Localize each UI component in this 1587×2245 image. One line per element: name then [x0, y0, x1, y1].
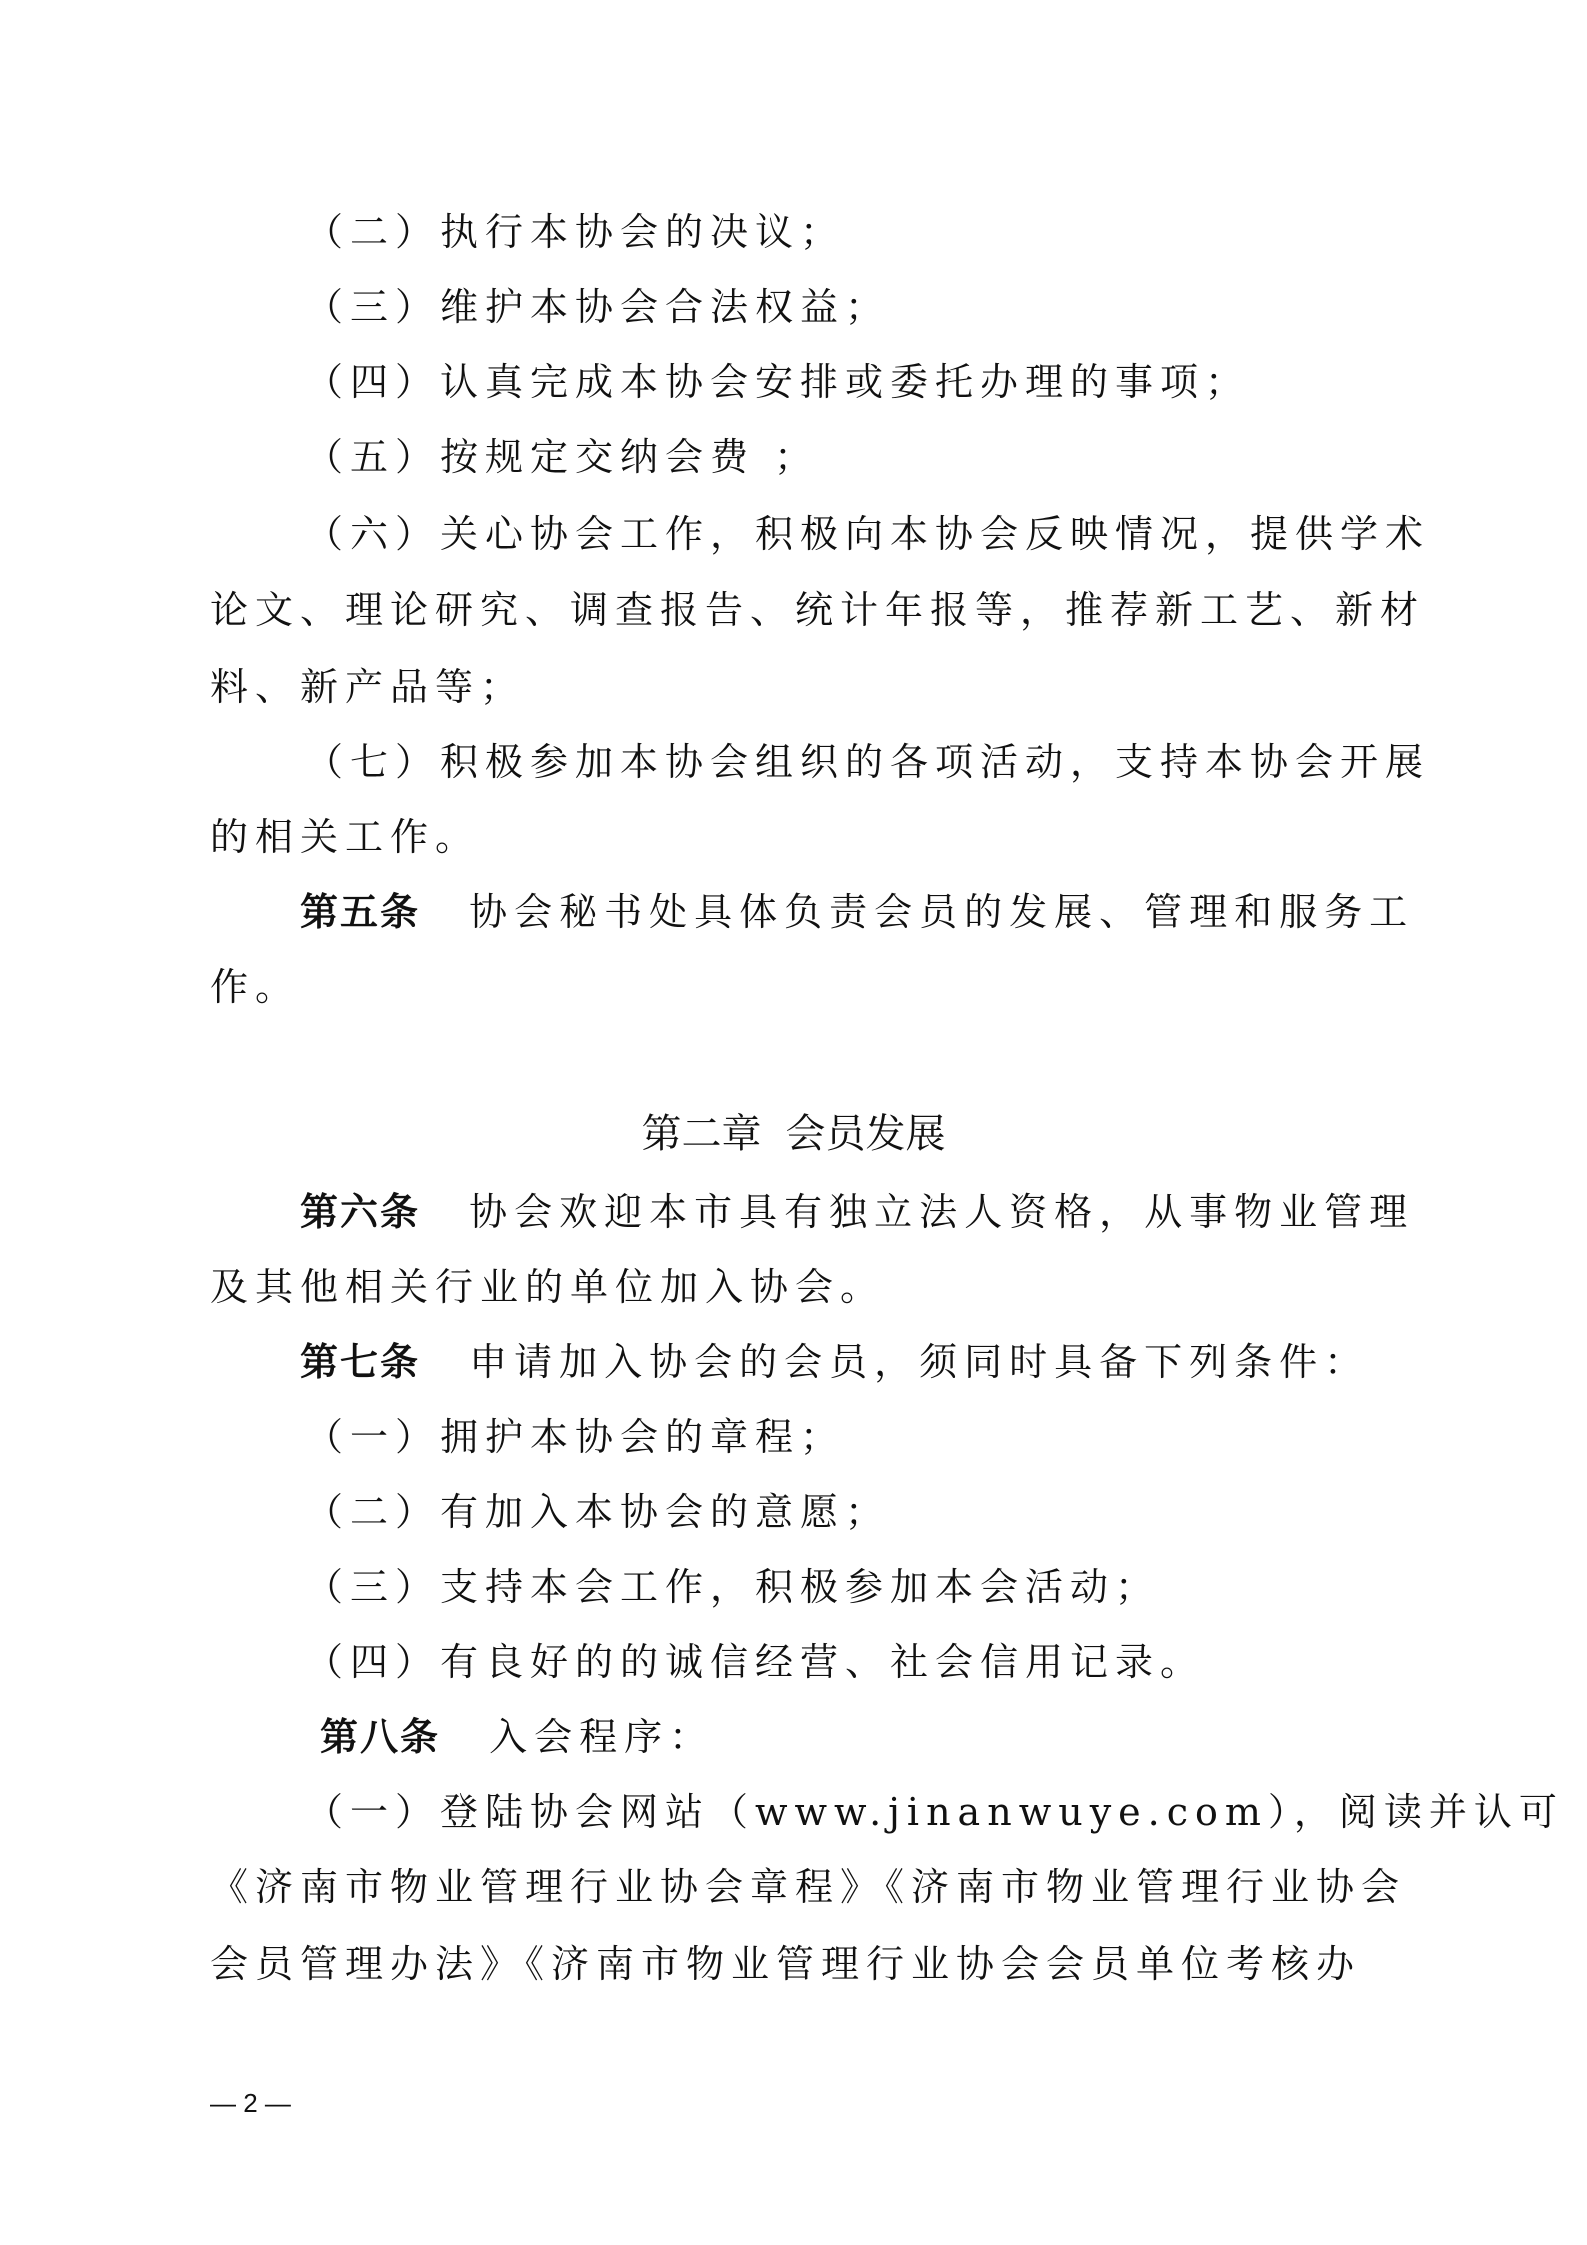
- article-label: 第七条: [300, 1340, 421, 1384]
- procedure-line: 《济南市物业管理行业协会章程》《济南市物业管理行业协会: [210, 1865, 1407, 1909]
- paragraph-line: （三）维护本协会合法权益；: [305, 285, 891, 329]
- procedure-line: （一）登陆协会网站（www.jinanwuye.com），阅读并认可: [305, 1790, 1564, 1834]
- paragraph-line: （四）认真完成本协会安排或委托办理的事项；: [305, 360, 1251, 404]
- article-text: 协会秘书处具体负责会员的发展、管理和服务工: [469, 890, 1415, 934]
- paragraph-line: 料、新产品等；: [210, 665, 526, 709]
- page-number: — 2 —: [210, 2088, 291, 2118]
- article-text: 协会欢迎本市具有独立法人资格，从事物业管理: [469, 1190, 1415, 1234]
- paragraph-line: （六）关心协会工作，积极向本协会反映情况，提供学术: [305, 512, 1431, 556]
- article-8: [320, 1715, 714, 1759]
- paragraph-line: 及其他相关行业的单位加入协会。: [210, 1265, 886, 1309]
- procedure-line: 会员管理办法》《济南市物业管理行业协会会员单位考核办: [210, 1942, 1362, 1986]
- condition-item: （二）有加入本协会的意愿；: [305, 1490, 891, 1534]
- article-label: 第八条: [320, 1715, 441, 1759]
- condition-item: （三）支持本会工作，积极参加本会活动；: [305, 1565, 1161, 1609]
- chapter-number: 第二章: [641, 1111, 762, 1157]
- paragraph-line: （七）积极参加本协会组织的各项活动，支持本协会开展: [305, 740, 1431, 784]
- condition-item: （一）拥护本协会的章程；: [305, 1415, 846, 1459]
- chapter-heading: [0, 1112, 1587, 1156]
- article-text: 入会程序：: [489, 1715, 715, 1759]
- article-label: 第六条: [300, 1190, 421, 1234]
- article-label: 第五条: [300, 890, 421, 934]
- paragraph-line: 作。: [210, 965, 301, 1009]
- article-text: 申请加入协会的会员，须同时具备下列条件：: [469, 1340, 1370, 1384]
- condition-item: （四）有良好的的诚信经营、社会信用记录。: [305, 1640, 1206, 1684]
- article-7: [300, 1340, 1369, 1384]
- article-5: [300, 890, 1414, 934]
- chapter-title: 会员发展: [785, 1111, 946, 1157]
- paragraph-line: （二）执行本协会的决议；: [305, 210, 846, 254]
- article-6: [300, 1190, 1414, 1234]
- paragraph-line: 论文、理论研究、调查报告、统计年报等，推荐新工艺、新材: [210, 588, 1426, 632]
- paragraph-line: 的相关工作。: [210, 815, 481, 859]
- paragraph-line: （五）按规定交纳会费 ；: [305, 435, 820, 479]
